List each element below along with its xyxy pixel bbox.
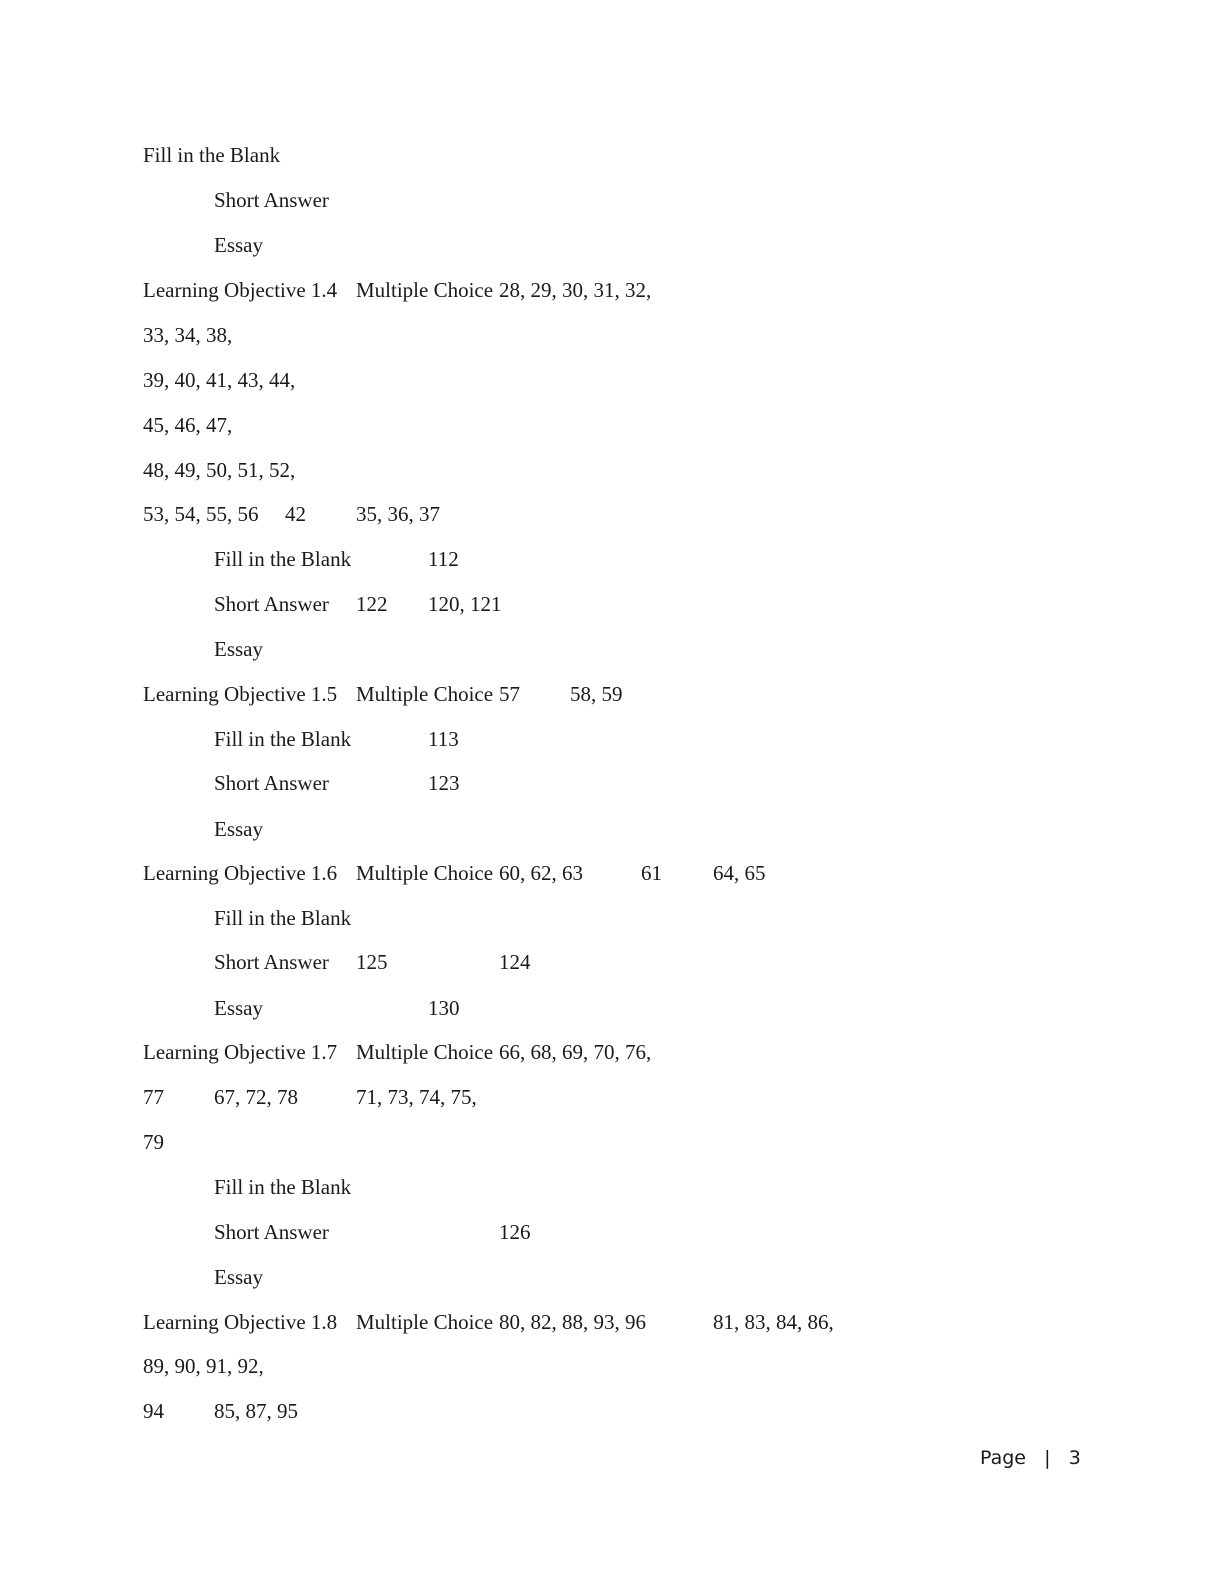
table-row (0, 365, 1224, 395)
question-numbers: 67, 72, 78 (214, 1085, 298, 1109)
table-row (0, 185, 1224, 215)
question-numbers: 53, 54, 55, 56 (143, 502, 259, 526)
question-numbers: 45, 46, 47, (143, 413, 233, 437)
question-type: Multiple Choice (356, 1040, 494, 1064)
page-number: 3 (1068, 1447, 1081, 1469)
table-row (0, 679, 1224, 709)
row-label: Essay (214, 1265, 263, 1289)
table-row (0, 903, 1224, 933)
table-row (0, 455, 1224, 485)
row-label: Essay (214, 817, 263, 841)
question-numbers: 48, 49, 50, 51, 52, (143, 458, 296, 482)
question-numbers: 130 (428, 996, 460, 1020)
question-numbers: 94 (143, 1399, 164, 1423)
question-numbers: 123 (428, 771, 460, 795)
table-row (0, 275, 1224, 305)
table-row (0, 1037, 1224, 1067)
table-row (0, 499, 1224, 529)
question-numbers: 58, 59 (570, 682, 623, 706)
question-numbers: 81, 83, 84, 86, (713, 1310, 834, 1334)
table-row (0, 634, 1224, 664)
table-row (0, 993, 1224, 1023)
row-label: Short Answer (214, 1220, 329, 1244)
table-row (0, 1217, 1224, 1247)
row-label: Short Answer (214, 188, 329, 212)
page-footer (980, 1444, 1080, 1472)
objective-label: Learning Objective 1.4 (143, 278, 338, 302)
row-label: Fill in the Blank (214, 547, 352, 571)
question-numbers: 77 (143, 1085, 164, 1109)
page-separator: | (1044, 1447, 1051, 1469)
table-row (0, 1307, 1224, 1337)
table-row (0, 589, 1224, 619)
table-row (0, 858, 1224, 888)
table-row (0, 947, 1224, 977)
question-numbers: 80, 82, 88, 93, 96 (499, 1310, 646, 1334)
question-type: Multiple Choice (356, 1310, 494, 1334)
question-numbers: 112 (428, 547, 459, 571)
question-numbers: 125 (356, 950, 388, 974)
row-label: Fill in the Blank (214, 906, 352, 930)
row-label: Essay (214, 233, 263, 257)
table-row (0, 1351, 1224, 1381)
table-row (0, 724, 1224, 754)
table-row (0, 1082, 1224, 1112)
objective-label: Learning Objective 1.6 (143, 861, 338, 885)
question-numbers: 126 (499, 1220, 531, 1244)
table-row (0, 544, 1224, 574)
row-label: Essay (214, 637, 263, 661)
row-label: Short Answer (214, 592, 329, 616)
table-row (0, 1396, 1224, 1426)
question-numbers: 79 (143, 1130, 164, 1154)
question-numbers: 57 (499, 682, 520, 706)
question-type: Multiple Choice (356, 861, 494, 885)
question-type: Multiple Choice (356, 682, 494, 706)
page-label: Page (980, 1447, 1026, 1469)
question-numbers: 122 (356, 592, 388, 616)
table-row (0, 814, 1224, 844)
question-numbers: 66, 68, 69, 70, 76, (499, 1040, 652, 1064)
table-row (0, 768, 1224, 798)
question-numbers: 71, 73, 74, 75, (356, 1085, 477, 1109)
question-numbers: 124 (499, 950, 531, 974)
objective-label: Learning Objective 1.7 (143, 1040, 338, 1064)
table-row (0, 320, 1224, 350)
row-label: Fill in the Blank (143, 143, 281, 167)
row-label: Short Answer (214, 950, 329, 974)
row-label: Essay (214, 996, 263, 1020)
question-numbers: 89, 90, 91, 92, (143, 1354, 264, 1378)
question-numbers: 28, 29, 30, 31, 32, (499, 278, 652, 302)
objective-label: Learning Objective 1.5 (143, 682, 338, 706)
table-row (0, 140, 1224, 170)
question-numbers: 64, 65 (713, 861, 766, 885)
table-row (0, 1262, 1224, 1292)
question-numbers: 35, 36, 37 (356, 502, 440, 526)
table-row (0, 230, 1224, 260)
question-numbers: 39, 40, 41, 43, 44, (143, 368, 296, 392)
table-row (0, 410, 1224, 440)
question-numbers: 113 (428, 727, 459, 751)
question-numbers: 85, 87, 95 (214, 1399, 298, 1423)
table-row (0, 1172, 1224, 1202)
objective-label: Learning Objective 1.8 (143, 1310, 338, 1334)
row-label: Fill in the Blank (214, 727, 352, 751)
question-numbers: 60, 62, 63 (499, 861, 583, 885)
question-numbers: 61 (641, 861, 662, 885)
row-label: Short Answer (214, 771, 329, 795)
question-type: Multiple Choice (356, 278, 494, 302)
question-numbers: 42 (285, 502, 306, 526)
question-numbers: 33, 34, 38, (143, 323, 233, 347)
table-row (0, 1127, 1224, 1157)
row-label: Fill in the Blank (214, 1175, 352, 1199)
question-numbers: 120, 121 (428, 592, 502, 616)
